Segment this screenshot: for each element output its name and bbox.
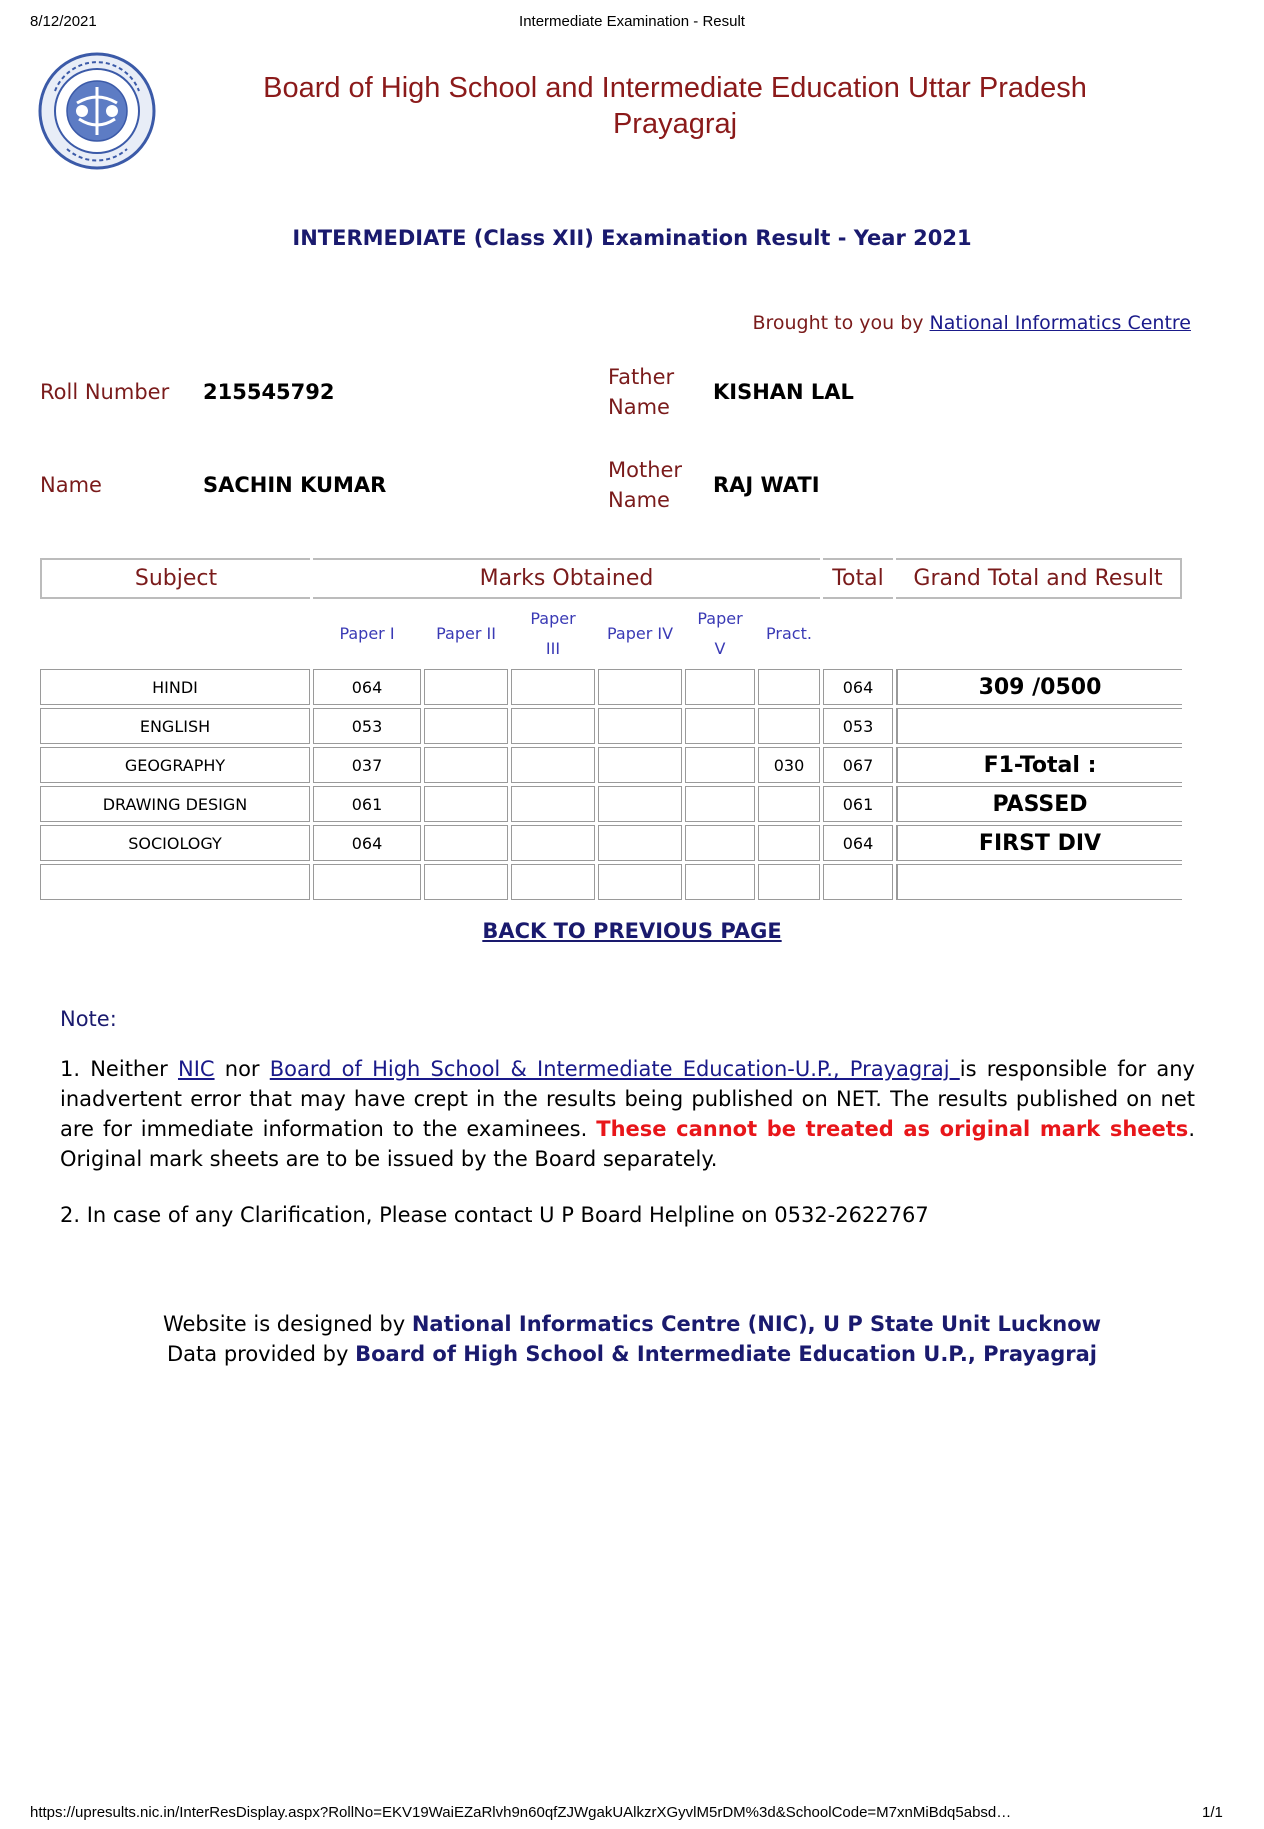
paper2-cell (424, 864, 508, 900)
paper4-cell (598, 786, 682, 822)
total-cell: 061 (823, 786, 893, 822)
paper2-cell (424, 747, 508, 783)
header-grand-total: Grand Total and Result (896, 558, 1182, 599)
father-name-value: KISHAN LAL (713, 380, 854, 404)
paper3-line1: Paper (530, 609, 576, 628)
mother-label-line2: Name (608, 488, 670, 512)
paper5-cell (685, 669, 755, 705)
note1-prefix: 1. Neither (60, 1057, 178, 1081)
mother-name-label (608, 455, 682, 515)
subheader-practical: Pract. (766, 624, 812, 643)
paper2-cell (424, 708, 508, 744)
paper2-cell (424, 786, 508, 822)
practical-cell (758, 864, 820, 900)
board-title-line2: Prayagraj (612, 108, 738, 140)
exam-title: INTERMEDIATE (Class XII) Examination Result - Year 2021 (292, 226, 972, 250)
total-cell: 064 (823, 669, 893, 705)
father-label-line2: Name (608, 395, 670, 419)
board-title-line1: Board of High School and Intermediate Education Uttar Pradesh (263, 72, 1087, 104)
paper5-cell (685, 708, 755, 744)
footer-data-provided (0, 1339, 1264, 1369)
name-value: SACHIN KUMAR (203, 473, 387, 497)
paper5-cell (685, 825, 755, 861)
total-cell (823, 864, 893, 900)
note-paragraph-1 (60, 1054, 1195, 1174)
table-row (40, 747, 1182, 783)
subject-cell: ENGLISH (40, 708, 310, 744)
print-date: 8/12/2021 (30, 13, 97, 30)
note1-end: . Original mark sheets are to be issued by the Board separately. (60, 1117, 1195, 1171)
note1-text: is responsible for any inadvertent error that may have crept in the results being published on NET. The results published on net are for immediate information to the examinees. (60, 1057, 1195, 1141)
header-subject: Subject (40, 558, 310, 599)
practical-cell: 030 (758, 747, 820, 783)
paper1-cell: 061 (313, 786, 421, 822)
subheader-total-blank (823, 602, 893, 666)
paper1-cell: 037 (313, 747, 421, 783)
division: FIRST DIV (896, 825, 1182, 861)
practical-cell (758, 669, 820, 705)
table-row (40, 669, 1182, 705)
f1-total-label: F1-Total : (896, 747, 1182, 783)
paper4-cell (598, 708, 682, 744)
note-heading: Note: (60, 1007, 117, 1031)
nic-note-link[interactable]: NIC (177, 1057, 215, 1081)
print-page-number: 1/1 (1202, 1804, 1223, 1821)
paper4-cell (598, 669, 682, 705)
up-government-seal-logo (37, 51, 157, 171)
nic-link[interactable]: National Informatics Centre (929, 312, 1191, 334)
name-label: Name (40, 473, 102, 497)
paper5-cell (685, 786, 755, 822)
header-total: Total (823, 558, 893, 599)
paper4-cell (598, 864, 682, 900)
table-row (40, 825, 1182, 861)
table-row (40, 708, 1182, 744)
note1-warning: These cannot be treated as original mark sheets (596, 1117, 1189, 1141)
paper5-cell (685, 747, 755, 783)
practical-cell (758, 825, 820, 861)
paper4-cell (598, 747, 682, 783)
paper3-cell (511, 786, 595, 822)
paper5-line2: V (714, 639, 726, 658)
table-header-row (40, 558, 1182, 599)
paper4-cell (598, 825, 682, 861)
subheader-blank (40, 602, 310, 666)
subject-cell: SOCIOLOGY (40, 825, 310, 861)
footer-designed-by (0, 1309, 1264, 1339)
total-cell: 053 (823, 708, 893, 744)
note-paragraph-2: 2. In case of any Clarification, Please contact U P Board Helpline on 0532-2622767 (60, 1203, 929, 1227)
footer-line1-org: National Informatics Centre (NIC), U P State Unit Lucknow (411, 1312, 1102, 1336)
paper3-cell (511, 708, 595, 744)
paper3-cell (511, 825, 595, 861)
paper2-cell (424, 669, 508, 705)
note1-nor: nor (214, 1057, 270, 1081)
paper1-cell: 064 (313, 669, 421, 705)
table-row (40, 864, 1182, 900)
subheader-paper3 (511, 602, 595, 666)
subheader-result-blank (896, 602, 1182, 666)
roll-number-label: Roll Number (40, 380, 170, 404)
paper1-cell: 053 (313, 708, 421, 744)
subject-cell: GEOGRAPHY (40, 747, 310, 783)
practical-cell (758, 708, 820, 744)
father-label-line1: Father (608, 365, 675, 389)
roll-number-value: 215545792 (203, 380, 335, 404)
paper3-line2: III (545, 639, 561, 658)
footer-line2-prefix: Data provided by (167, 1342, 356, 1366)
print-url: https://upresults.nic.in/InterResDisplay.aspx?RollNo=EKV19WaiEZaRlvh9n60qfZJWgakUAlkzrXGyvlM5rDM%3d&SchoolCode=M7xnMiBdq5absd… (30, 1804, 1012, 1821)
paper3-cell (511, 747, 595, 783)
total-cell: 067 (823, 747, 893, 783)
brought-by (752, 312, 1191, 334)
grand-total-value: 309 /0500 (896, 669, 1182, 705)
footer-line2-org: Board of High School & Intermediate Education U.P., Prayagraj (355, 1342, 1097, 1366)
subject-cell: HINDI (40, 669, 310, 705)
header-marks-obtained: Marks Obtained (313, 558, 820, 599)
result-status: PASSED (896, 786, 1182, 822)
paper1-cell: 064 (313, 825, 421, 861)
result-blank-cell (896, 864, 1182, 900)
mother-name-value: RAJ WATI (713, 473, 820, 497)
mother-label-line1: Mother (608, 458, 683, 482)
board-title (180, 70, 1170, 142)
paper1-cell (313, 864, 421, 900)
result-blank-cell (896, 708, 1182, 744)
board-note-link[interactable]: Board of High School & Intermediate Education-U.P., Prayagraj (269, 1057, 960, 1081)
subheader-paper1: Paper I (339, 624, 395, 643)
paper3-cell (511, 864, 595, 900)
paper5-line1: Paper (697, 609, 743, 628)
subheader-paper2: Paper II (436, 624, 496, 643)
subject-cell (40, 864, 310, 900)
practical-cell (758, 786, 820, 822)
subheader-paper4: Paper IV (606, 624, 674, 643)
marks-table (37, 555, 1185, 903)
brought-by-prefix: Brought to you by (752, 312, 930, 334)
paper3-cell (511, 669, 595, 705)
total-cell: 064 (823, 825, 893, 861)
back-to-previous-page-link[interactable]: BACK TO PREVIOUS PAGE (482, 919, 782, 943)
paper2-cell (424, 825, 508, 861)
father-name-label (608, 362, 674, 422)
footer-line1-prefix: Website is designed by (162, 1312, 412, 1336)
print-title: Intermediate Examination - Result (519, 13, 745, 30)
paper5-cell (685, 864, 755, 900)
subject-cell: DRAWING DESIGN (40, 786, 310, 822)
back-link-wrap (0, 919, 1264, 943)
table-row (40, 786, 1182, 822)
subheader-paper5 (685, 602, 755, 666)
table-subheader-row (40, 602, 1182, 666)
